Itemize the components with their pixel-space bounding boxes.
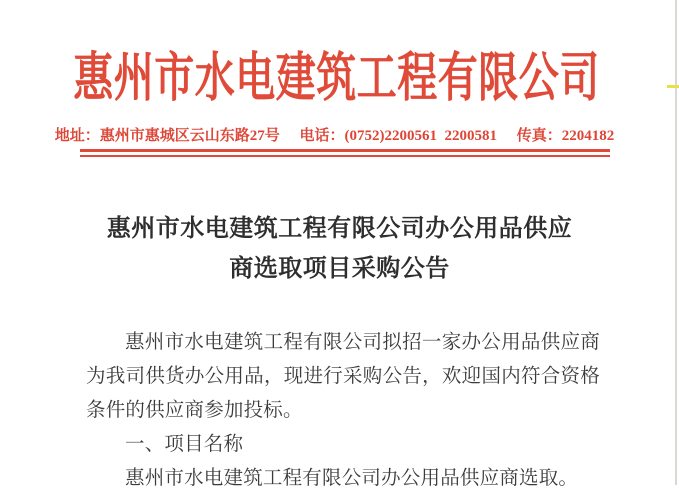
letterhead-address: 地址：惠州市惠城区云山东路27号 xyxy=(54,128,280,144)
letterhead-divider-rule xyxy=(80,149,610,157)
letterhead-phone: 电话：(0752)2200561 2200581 xyxy=(299,128,497,144)
document-body xyxy=(86,326,600,496)
intro-paragraph: 惠州市水电建筑工程有限公司拟招一家办公用品供应商为我司供货办公用品，现进行采购公告，欢迎国内符合资格条件的供应商参加投标。 xyxy=(86,332,600,421)
document-title xyxy=(0,209,679,289)
section1-text: 惠州市水电建筑工程有限公司办公用品供应商选取。 xyxy=(125,468,579,489)
document-title-line2: 商选取项目采购公告 xyxy=(229,256,450,282)
section1-heading: 一、项目名称 xyxy=(125,434,244,455)
letterhead-company-name: 惠州市水电建筑工程有限公司 xyxy=(73,47,600,108)
letterhead-fax: 传真：2204182 xyxy=(516,128,615,144)
letterhead-contact-line xyxy=(0,124,669,145)
scan-page-edge-line xyxy=(675,0,677,485)
document-title-line1: 惠州市水电建筑工程有限公司办公用品供应 xyxy=(106,216,573,242)
yellow-highlight-mark xyxy=(667,85,679,88)
